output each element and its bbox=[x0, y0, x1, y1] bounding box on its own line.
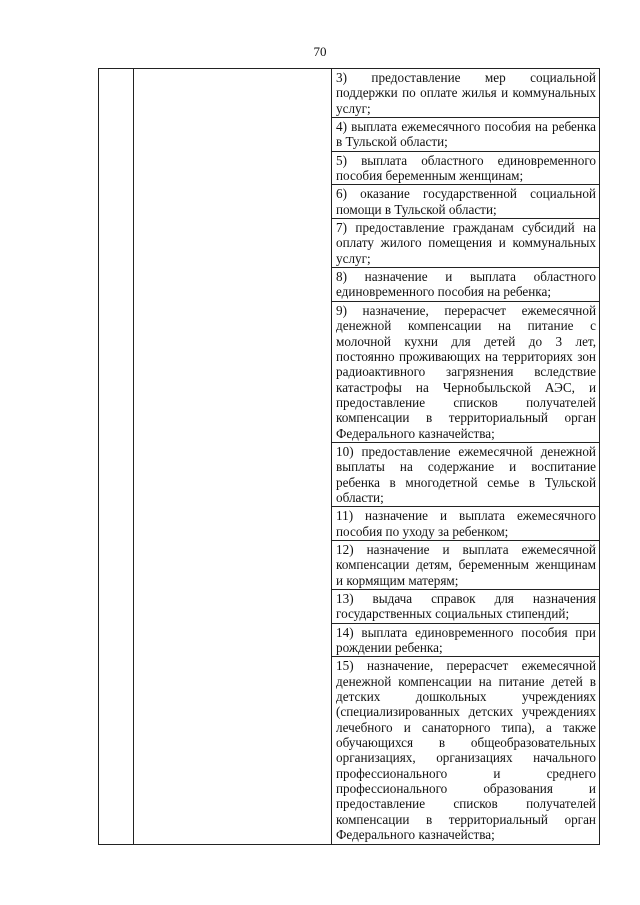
list-item: 9) назначение, перерасчет ежемесячной денежной компенсации на питание с молочной кухни для детей до 3 лет, постоянно проживающих на территориях зон радиоактивного загрязнения вследствие катастрофы на Чернобыльской АЭС, и предоставление списков получателей компенсации в территориальный орган Федерального казначейства; bbox=[332, 302, 599, 443]
list-item: 11) назначение и выплата ежемесячного пособия по уходу за ребенком; bbox=[332, 507, 599, 541]
list-item: 10) предоставление ежемесячной денежной выплаты на содержание и воспитание ребенка в многодетной семье в Тульской области; bbox=[332, 443, 599, 507]
list-item: 7) предоставление гражданам субсидий на оплату жилого помещения и коммунальных услуг; bbox=[332, 219, 599, 268]
list-item: 3) предоставление мер социальной поддержки по оплате жилья и коммунальных услуг; bbox=[332, 69, 599, 118]
list-item: 15) назначение, перерасчет ежемесячной денежной компенсации на питание детей в детских дошкольных учреждениях (специализированных детских учреждениях лечебного и санаторного типа), а также обучающихся в общеобразовательных организациях, организациях начального профессионального и среднего профессионального образования и предоставление списков получателей компенсации в территориальный орган Федерального казначейства; bbox=[336, 658, 596, 843]
page-number: 70 bbox=[313, 44, 327, 59]
table-cell-name bbox=[134, 69, 332, 845]
list-item: 12) назначение и выплата ежемесячной компенсации детям, беременным женщинам и кормящим матерям; bbox=[332, 541, 599, 590]
list-item: 5) выплата областного единовременного пособия беременным женщинам; bbox=[332, 152, 599, 186]
list-item: 6) оказание государственной социальной помощи в Тульской области; bbox=[332, 185, 599, 219]
table-cell-number bbox=[99, 69, 134, 845]
table-row bbox=[99, 69, 600, 845]
list-item: 14) выплата единовременного пособия при рождении ребенка; bbox=[332, 624, 599, 658]
list-item: 13) выдача справок для назначения государственных социальных стипендий; bbox=[332, 590, 599, 624]
table-cell-functions bbox=[332, 69, 600, 845]
document-table bbox=[98, 68, 600, 845]
list-item: 8) назначение и выплата областного единовременного пособия на ребенка; bbox=[332, 268, 599, 302]
list-item: 4) выплата ежемесячного пособия на ребенка в Тульской области; bbox=[332, 118, 599, 152]
